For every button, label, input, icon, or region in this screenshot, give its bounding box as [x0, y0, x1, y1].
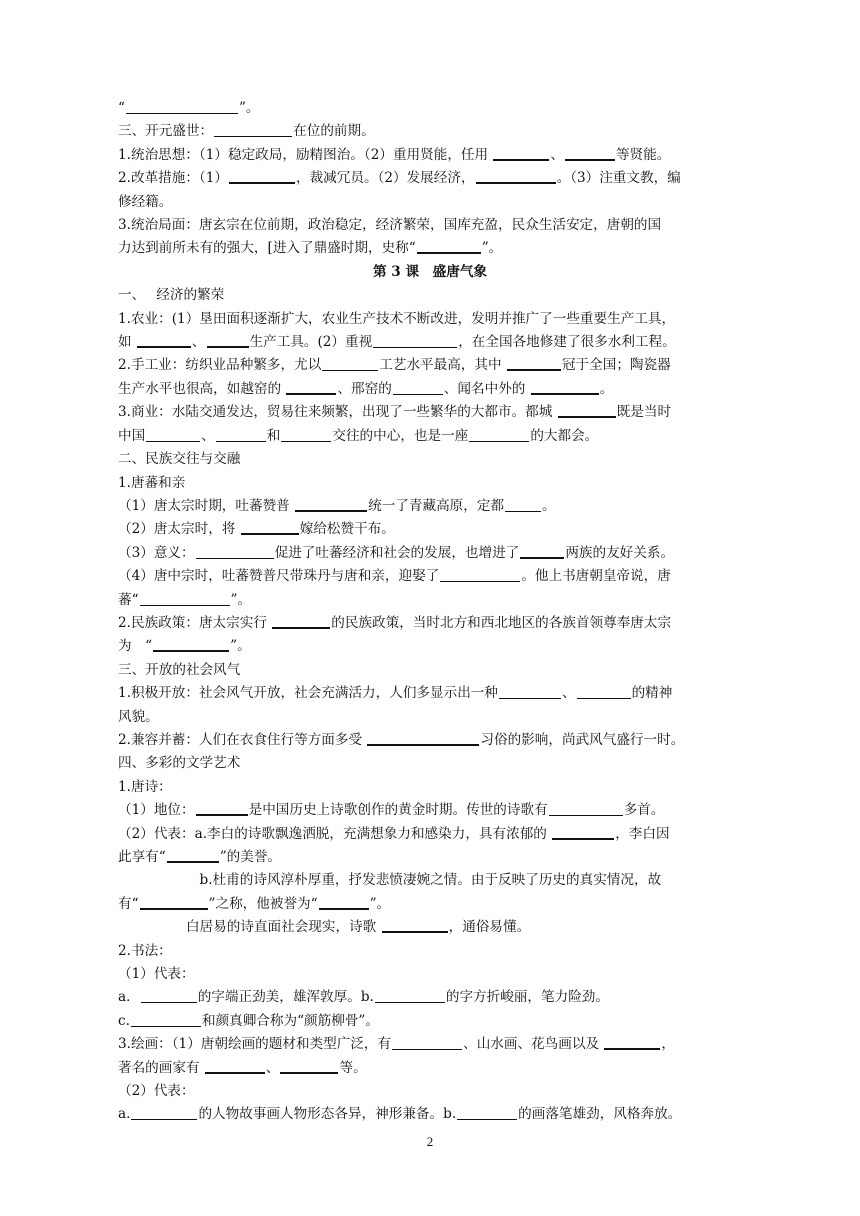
- fill-in-blank: [493, 145, 549, 161]
- line-text: 中国: [118, 427, 146, 444]
- line-text: （3）意义：: [118, 544, 195, 561]
- line-text: 三、开元盛世：: [118, 123, 214, 140]
- text-line: [118, 612, 742, 635]
- text-line: [118, 916, 742, 939]
- line-text: 蕃“: [118, 591, 139, 608]
- line-text: 在位的前期。: [293, 123, 375, 140]
- line-text: （2）唐太宗时，将: [118, 521, 240, 538]
- page-number: 2: [426, 1134, 434, 1149]
- text-line: [118, 1057, 742, 1080]
- line-text: 嫁给松赞干布。: [299, 521, 395, 538]
- line-text: 1.唐诗：: [118, 778, 172, 795]
- line-text: 的画落笔雄劲，风格奔放。: [518, 1106, 682, 1123]
- fill-in-blank: [272, 613, 330, 629]
- fill-in-blank: [393, 380, 443, 395]
- fill-in-blank: [141, 988, 197, 1003]
- text-line: [118, 846, 742, 869]
- fill-in-blank: [367, 730, 479, 746]
- line-text: 三、开放的社会风气: [118, 661, 241, 678]
- fill-in-blank: [196, 800, 248, 816]
- line-text: ”。: [230, 591, 252, 608]
- line-text: a．: [118, 989, 140, 1006]
- text-line: [118, 565, 742, 588]
- fill-in-blank: [322, 356, 378, 371]
- fill-in-blank: [281, 427, 331, 442]
- fill-in-blank: [604, 1034, 660, 1050]
- fill-in-blank: [499, 684, 561, 699]
- line-text: 统一了青藏高原，定都: [368, 497, 505, 514]
- fill-in-blank: [295, 496, 367, 512]
- text-line: [118, 706, 742, 729]
- text-line: [118, 635, 742, 658]
- text-line: [118, 214, 742, 237]
- fill-in-blank: [476, 168, 556, 184]
- fill-in-blank: [140, 591, 230, 606]
- text-line: [118, 167, 742, 190]
- fill-in-blank: [140, 894, 208, 910]
- fill-in-blank: [469, 427, 529, 442]
- text-line: [118, 1033, 742, 1056]
- fill-in-blank: [137, 332, 191, 348]
- line-text: 有“: [118, 895, 139, 912]
- line-text: ，裁减冗员。（2）发展经济，: [295, 170, 475, 187]
- line-text: 、: [201, 427, 215, 444]
- line-text: 风貌。: [118, 708, 159, 725]
- line-text: 2.书法：: [118, 942, 172, 959]
- line-text: 2.民族政策：唐太宗实行: [118, 614, 272, 631]
- text-line: [118, 472, 742, 495]
- line-text: 和颜真卿合称为“颜筋柳骨”。: [201, 1012, 379, 1029]
- fill-in-blank: [214, 122, 292, 137]
- fill-in-blank: [373, 333, 457, 348]
- line-text: ，: [661, 1036, 675, 1053]
- line-text: 2.兼容并蓄：人们在衣食住行等方面多受: [118, 731, 367, 748]
- fill-in-blank: [131, 1105, 197, 1120]
- text-line: [118, 401, 742, 424]
- line-text: ”。: [481, 240, 503, 257]
- line-text: 等。: [339, 1059, 367, 1076]
- line-text: 一、 经济的繁荣: [118, 287, 225, 304]
- line-text: 二、民族交往与交融: [118, 451, 241, 468]
- line-text: 2.改革措施：（1）: [118, 170, 228, 187]
- text-line: [118, 659, 742, 682]
- line-text: 2.手工业：纺织业品种繁多，尤以: [118, 357, 322, 374]
- line-text: 1.积极开放：社会风气开放，社会充满活力，人们多显示出一种: [118, 685, 498, 702]
- text-line: [118, 191, 742, 214]
- text-line: [118, 425, 742, 448]
- text-line: [118, 1010, 742, 1033]
- line-text: （4）唐中宗时，吐蕃赞普尺带珠丹与唐和亲，迎娶了: [118, 568, 440, 585]
- line-text: c.: [118, 1012, 130, 1029]
- line-text: 的精神: [631, 685, 673, 702]
- text-line: [118, 799, 742, 822]
- fill-in-blank: [375, 988, 445, 1003]
- fill-in-blank: [549, 801, 623, 816]
- text-line: [118, 354, 742, 377]
- line-text: 此享有“: [118, 849, 166, 865]
- lesson-heading: [118, 261, 742, 284]
- fill-in-blank: [205, 1058, 265, 1074]
- line-text: 生产水平也很高，如越窑的: [118, 380, 286, 397]
- fill-in-blank: [382, 917, 448, 933]
- line-text: 促进了吐蕃经济和社会的发展，也增进了: [274, 544, 520, 561]
- fill-in-blank: [280, 1058, 338, 1074]
- line-text: 多首。: [623, 802, 665, 819]
- fill-in-blank: [565, 145, 615, 161]
- worksheet-page: [118, 97, 742, 1127]
- line-text: 第 3 课 盛唐气象: [372, 263, 488, 280]
- text-line: [118, 589, 742, 612]
- fill-in-blank: [196, 544, 274, 559]
- text-line: [118, 495, 742, 518]
- line-text: 冠于全国；陶瓷器: [561, 357, 671, 374]
- line-text: “: [118, 100, 125, 116]
- line-text: b.杜甫的诗风淳朴厚重，抒发悲愤凄婉之情。由于反映了历史的真实情况，故: [118, 872, 662, 889]
- text-line: [118, 542, 742, 565]
- line-text: （2）代表：a.李白的诗歌飘逸洒脱，充满想象力和感染力，具有浓郁的: [118, 825, 552, 842]
- fill-in-blank: [520, 543, 564, 559]
- fill-in-blank: [207, 332, 249, 348]
- text-line: [118, 682, 742, 705]
- text-line: [118, 331, 742, 354]
- line-text: 如: [118, 334, 136, 351]
- line-text: 1.唐蕃和亲: [118, 474, 186, 491]
- fill-in-blank: [457, 1105, 517, 1120]
- line-text: 、山水画、花鸟画以及: [463, 1036, 604, 1053]
- text-line: [118, 963, 742, 986]
- fill-in-blank: [229, 168, 295, 184]
- line-text: ”。: [238, 100, 260, 116]
- fill-in-blank: [531, 379, 599, 395]
- line-text: 是中国历史上诗歌创作的黄金时期。传世的诗歌有: [248, 802, 548, 819]
- line-text: 的字端正劲美，雄浑敦厚。b.: [197, 989, 374, 1006]
- line-text: 两族的友好关系。: [565, 544, 675, 561]
- line-text: 为 “: [118, 638, 153, 655]
- text-line: [118, 869, 742, 892]
- text-line: [118, 823, 742, 846]
- text-line: [118, 729, 742, 752]
- line-text: ”的美誉。: [219, 849, 282, 865]
- line-text: 3.绘画：（1）唐朝绘画的题材和类型广泛，有: [118, 1036, 392, 1053]
- fill-in-blank: [167, 847, 219, 863]
- line-text: 、: [265, 1059, 280, 1076]
- line-text: 力达到前所未有的强大，[进入了鼎盛时期，史称“: [118, 240, 416, 257]
- text-line: [118, 448, 742, 471]
- line-text: 的字方折峻丽，笔力险劲。: [445, 989, 609, 1006]
- line-text: 3.统治局面：唐玄宗在位前期，政治稳定，经济繁荣，国库充盈，民众生活安定，唐朝的国: [118, 217, 662, 234]
- line-text: 、闻名中外的: [443, 380, 530, 397]
- text-line: [118, 284, 742, 307]
- line-text: 、: [191, 334, 206, 351]
- line-text: 生产工具。(2）重视: [249, 334, 373, 351]
- line-text: 。（3）注重文教，编: [556, 170, 681, 187]
- line-text: 1.统治思想：（1）稳定政局，励精图治。（2）重用贤能，任用: [118, 146, 493, 163]
- text-line: [118, 518, 742, 541]
- line-text: ”。: [369, 895, 391, 912]
- line-text: 修经籍。: [118, 193, 173, 210]
- line-text: ”之称，他被誉为“: [208, 895, 318, 912]
- line-text: ，通俗易懂。: [448, 919, 531, 936]
- line-text: 。: [599, 380, 614, 397]
- fill-in-blank: [552, 824, 614, 840]
- fill-in-blank: [440, 567, 520, 582]
- line-text: 。: [542, 497, 556, 514]
- line-text: 四、多彩的文学艺术: [118, 755, 241, 772]
- line-text: 、: [550, 146, 565, 163]
- fill-in-blank: [558, 402, 616, 418]
- line-text: 的大都会。: [530, 427, 599, 444]
- text-line: [118, 144, 742, 167]
- text-line: [118, 893, 742, 916]
- line-text: 、: [562, 685, 576, 702]
- text-line: [118, 776, 742, 799]
- fill-in-blank: [131, 1012, 201, 1027]
- text-line: [118, 752, 742, 775]
- line-text: 既是当时: [616, 404, 672, 421]
- fill-in-blank: [241, 519, 299, 535]
- fill-in-blank: [146, 427, 200, 442]
- text-line: [118, 237, 742, 260]
- line-text: 和: [266, 427, 281, 444]
- fill-in-blank: [319, 894, 369, 910]
- line-text: （2）代表：: [118, 1083, 195, 1100]
- fill-in-blank: [286, 379, 336, 395]
- line-text: （1）唐太宗时期，吐蕃赞普: [118, 497, 295, 514]
- fill-in-blank: [153, 636, 229, 652]
- line-text: （1）地位：: [118, 802, 195, 819]
- line-text: 的人物故事画人物形态各异，神形兼备。b.: [198, 1106, 457, 1123]
- fill-in-blank: [577, 684, 631, 699]
- line-text: 工艺水平最高，其中: [379, 357, 506, 374]
- text-line: [118, 378, 742, 401]
- fill-in-blank: [505, 497, 541, 512]
- line-text: 著名的画家有: [118, 1059, 204, 1076]
- line-text: ，李白因: [615, 825, 670, 842]
- line-text: 交往的中心，也是一座: [332, 427, 469, 444]
- line-text: ，在全国各地修建了很多水利工程。: [458, 334, 676, 351]
- text-line: [118, 1103, 742, 1126]
- fill-in-blank: [417, 238, 481, 254]
- text-line: [118, 97, 742, 120]
- line-text: 。他上书唐朝皇帝说，唐: [521, 568, 671, 585]
- line-text: 、邢窑的: [337, 380, 392, 397]
- text-line: [118, 308, 742, 331]
- line-text: a.: [118, 1106, 131, 1123]
- line-text: ”。: [230, 638, 251, 655]
- line-text: 等贤能。: [616, 146, 671, 163]
- text-line: [118, 940, 742, 963]
- line-text: 3.商业：水陆交通发达，贸易往来频繁，出现了一些繁华的大都市。都城: [118, 404, 557, 421]
- fill-in-blank: [392, 1035, 462, 1050]
- line-text: 白居易的诗直面社会现实，诗歌: [118, 919, 381, 936]
- line-text: （1）代表：: [118, 966, 195, 983]
- fill-in-blank: [216, 427, 266, 442]
- text-line: [118, 120, 742, 143]
- text-line: [118, 1080, 742, 1103]
- fill-in-blank: [126, 99, 238, 114]
- line-text: 习俗的影响，尚武风气盛行一时。: [480, 731, 685, 748]
- fill-in-blank: [507, 355, 561, 371]
- text-line: [118, 986, 742, 1009]
- line-text: 1.农业：(1）垦田面积逐渐扩大，农业生产技术不断改进，发明并推广了一些重要生产工具，: [118, 310, 676, 327]
- line-text: 的民族政策，当时北方和西北地区的各族首领尊奉唐太宗: [331, 614, 672, 631]
